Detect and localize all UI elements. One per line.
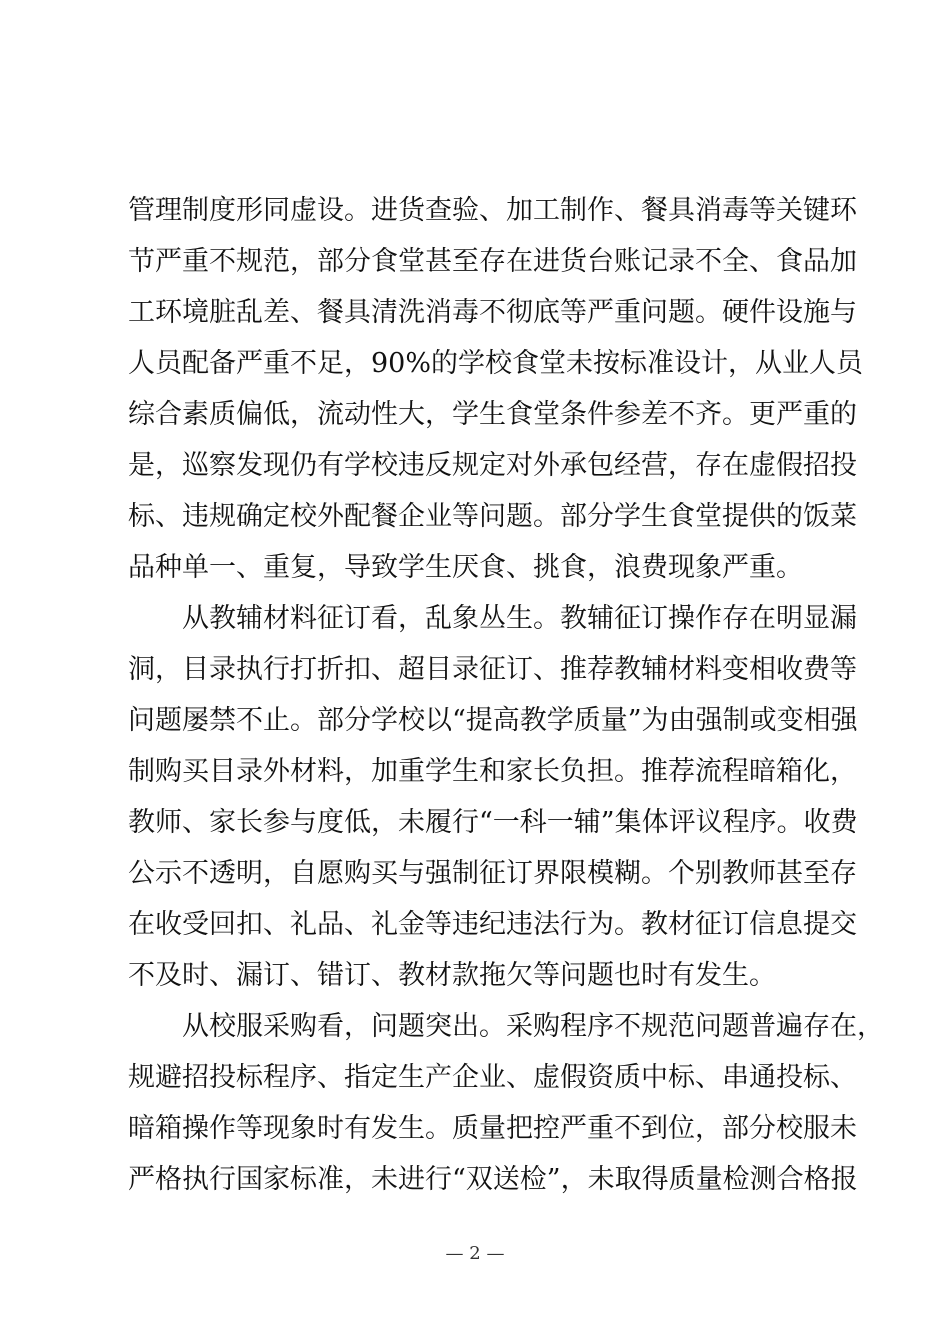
page-number: — 2 — (445, 1243, 505, 1264)
text-line: 综合素质偏低，流动性大，学生食堂条件参差不齐。更严重的 (128, 399, 857, 430)
text-line: 从校服采购看，问题突出。采购程序不规范问题普遍存在， (182, 1011, 884, 1042)
text-line: 制购买目录外材料，加重学生和家长负担。推荐流程暗箱化， (128, 756, 857, 787)
text-line: 品种单一、重复，导致学生厌食、挑食，浪费现象严重。 (128, 552, 803, 583)
text-line: 人员配备严重不足，90%的学校食堂未按标准设计，从业人员 (128, 348, 864, 379)
body-text (128, 185, 884, 1205)
text-line: 不及时、漏订、错订、教材款拖欠等问题也时有发生。 (128, 960, 776, 991)
text-line: 标、违规确定校外配餐企业等问题。部分学生食堂提供的饭菜 (128, 501, 857, 532)
text-line: 洞，目录执行打折扣、超目录征订、推荐教辅材料变相收费等 (128, 654, 857, 685)
text-line: 从教辅材料征订看，乱象丛生。教辅征订操作存在明显漏 (182, 603, 857, 634)
text-line: 公示不透明，自愿购买与强制征订界限模糊。个别教师甚至存 (128, 858, 857, 889)
text-line: 问题屡禁不止。部分学校以“提高教学质量”为由强制或变相强 (128, 705, 858, 736)
text-line: 是，巡察发现仍有学校违反规定对外承包经营，存在虚假招投 (128, 450, 857, 481)
paragraph-canteen (128, 185, 864, 593)
paragraph-teaching-materials (128, 593, 858, 1001)
text-line: 节严重不规范，部分食堂甚至存在进货台账记录不全、食品加 (128, 246, 857, 277)
text-line: 在收受回扣、礼品、礼金等违纪违法行为。教材征订信息提交 (128, 909, 857, 940)
text-line: 严格执行国家标准，未进行“双送检”，未取得质量检测合格报 (128, 1164, 858, 1195)
text-line: 教师、家长参与度低，未履行“一科一辅”集体评议程序。收费 (128, 807, 858, 838)
text-line: 工环境脏乱差、餐具清洗消毒不彻底等严重问题。硬件设施与 (128, 297, 857, 328)
text-line: 管理制度形同虚设。进货查验、加工制作、餐具消毒等关键环 (128, 195, 857, 226)
text-line: 规避招投标程序、指定生产企业、虚假资质中标、串通投标、 (128, 1062, 857, 1093)
paragraph-uniforms (128, 1001, 884, 1205)
text-line: 暗箱操作等现象时有发生。质量把控严重不到位，部分校服未 (128, 1113, 857, 1144)
